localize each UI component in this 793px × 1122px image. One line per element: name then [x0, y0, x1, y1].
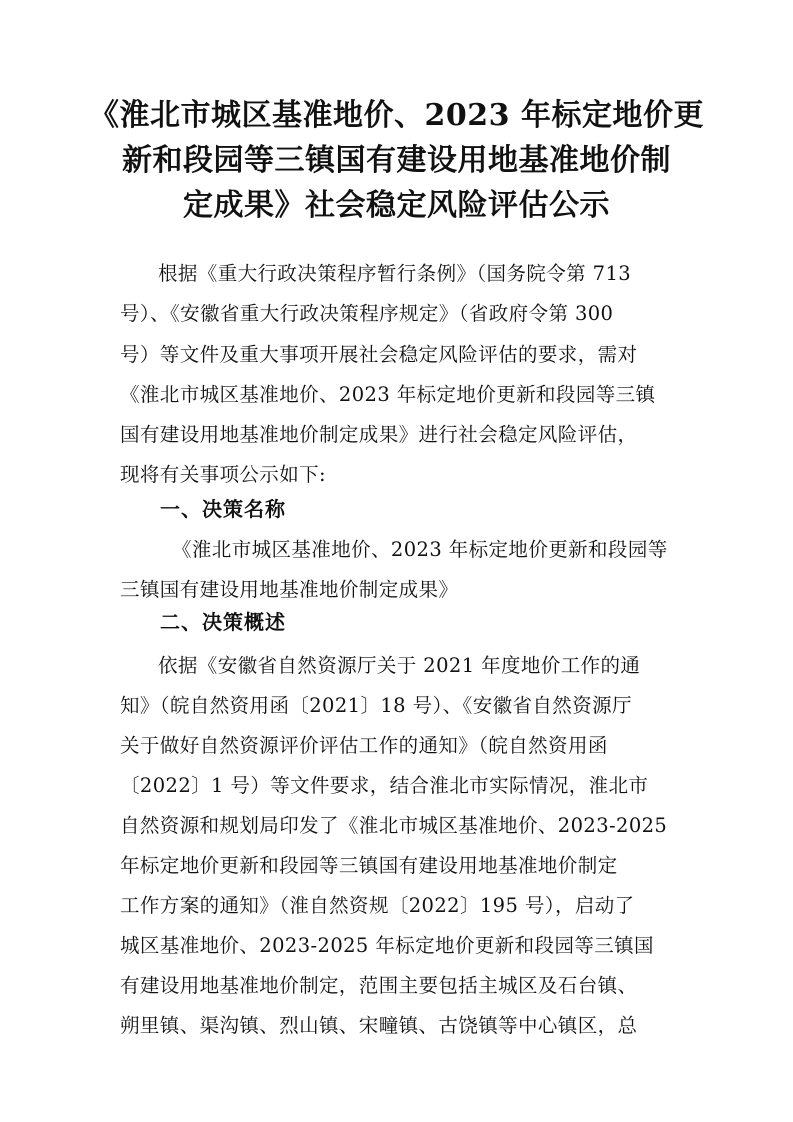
section-heading-decision-name: 一、决策名称	[160, 497, 286, 521]
section2-line-3: 关于做好自然资源评价评估工作的通知》（皖自然资用函	[120, 734, 608, 757]
section-heading-decision-overview: 二、决策概述	[160, 610, 286, 634]
section2-line-7: 工作方案的通知》（淮自然资规〔2022〕195 号），启动了	[120, 894, 635, 917]
section1-line-2: 三镇国有建设用地基准地价制定成果》	[120, 578, 459, 601]
section2-line-6: 年标定地价更新和段园等三镇国有建设用地基准地价制定	[120, 854, 618, 877]
intro-line-4: 《淮北市城区基准地价、2023 年标定地价更新和段园等三镇	[120, 383, 656, 406]
section1-line-1: 《淮北市城区基准地价、2023 年标定地价更新和段园等	[172, 538, 668, 561]
intro-line-3: 号）等文件及重大事项开展社会稳定风险评估的要求，需对	[120, 343, 638, 366]
section2-line-8: 城区基准地价、2023-2025 年标定地价更新和段园等三镇国	[120, 934, 654, 957]
section2-line-10: 朔里镇、渠沟镇、烈山镇、宋疃镇、古饶镇等中心镇区，总	[120, 1014, 638, 1037]
section2-line-2: 知》（皖自然资用函〔2021〕18 号）、《安徽省自然资源厅	[120, 694, 632, 717]
section2-line-5: 自然资源和规划局印发了《淮北市城区基准地价、2023-2025	[120, 814, 668, 837]
section2-line-9: 有建设用地基准地价制定，范围主要包括主城区及石台镇、	[120, 974, 638, 997]
section2-line-1: 依据《安徽省自然资源厅关于 2021 年度地价工作的通	[158, 654, 641, 677]
intro-line-2: 号）、《安徽省重大行政决策程序规定》（省政府令第 300	[120, 302, 614, 325]
intro-line-6: 现将有关事项公示如下:	[120, 463, 326, 486]
intro-line-5: 国有建设用地基准地价制定成果》进行社会稳定风险评估，	[120, 423, 638, 446]
title-line-2: 新和段园等三镇国有建设用地基准地价制	[122, 143, 671, 178]
intro-line-1: 根据《重大行政决策程序暂行条例》（国务院令第 713	[158, 262, 632, 285]
title-line-3: 定成果》社会稳定风险评估公示	[183, 188, 610, 223]
title-line-1: 《淮北市城区基准地价、2023 年标定地价更	[89, 98, 704, 133]
section2-line-4: 〔2022〕1 号）等文件要求，结合淮北市实际情况，淮北市	[120, 774, 649, 797]
